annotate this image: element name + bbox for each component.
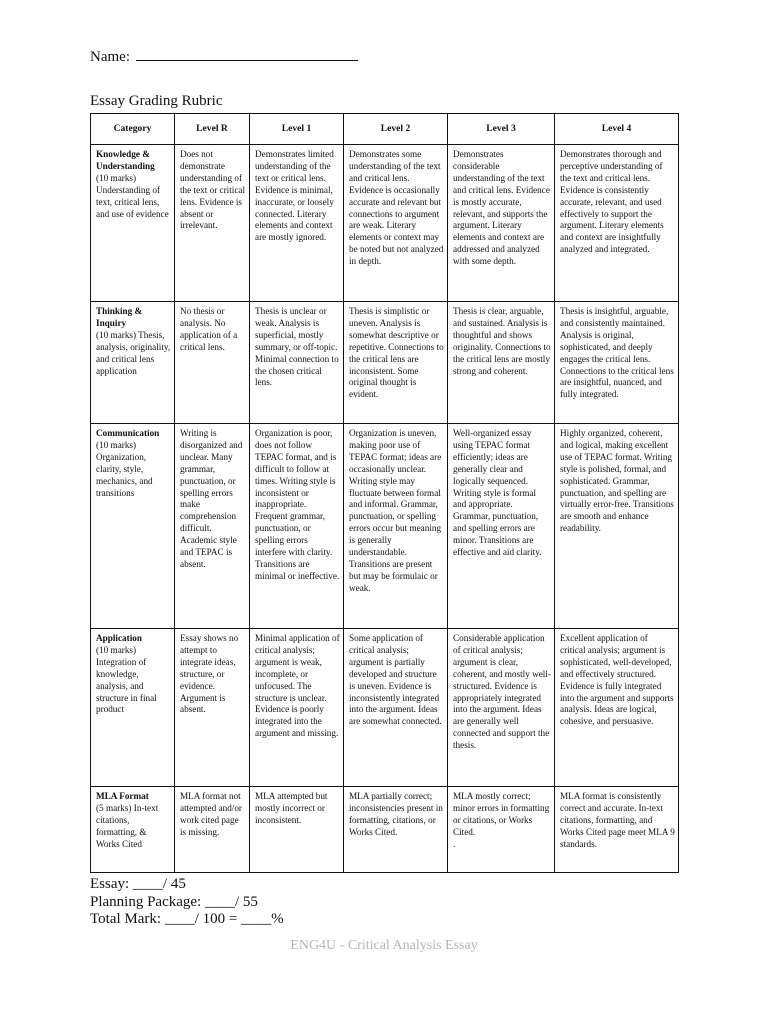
header-level-2: Level 2 <box>344 114 448 145</box>
category-cell <box>91 145 175 302</box>
category-name: MLA Format <box>96 791 149 801</box>
rubric-row-mla <box>91 787 679 873</box>
category-cell <box>91 302 175 424</box>
level-4-cell: Excellent application of critical analysis; argument is sophisticated, well-developed, and effectively structured. Evidence is fully integrated into the argument and supports analysis. Ideas are logical, cohesive, and persuasive. <box>555 629 679 787</box>
essay-total: Essay: ____/ 45 <box>90 876 186 892</box>
category-details: (5 marks) In-text citations, formatting, & Works Cited <box>96 802 159 849</box>
category-details: (10 marks) Thesis, analysis, originality, and critical lens application <box>96 329 171 376</box>
level-1-cell: Organization is poor, does not follow TEPAC format, and is difficult to follow at times. Writing style is inconsistent or inappropriate. Frequent grammar, punctuation, or spelling errors interfere with clarity. Transitions are minimal or ineffective. <box>250 424 344 629</box>
level-r-cell: Does not demonstrate understanding of the text or critical lens. Evidence is absent or irrelevant. <box>175 145 250 302</box>
rubric-row-communication <box>91 424 679 629</box>
rubric-row-application <box>91 629 679 787</box>
rubric-row-thinking <box>91 302 679 424</box>
category-details: (10 marks) Understanding of text, critical lens, and use of evidence <box>96 172 169 219</box>
category-cell <box>91 629 175 787</box>
rubric-title: Essay Grading Rubric <box>90 93 223 109</box>
category-details: (10 marks) Organization, clarity, style, mechanics, and transitions <box>96 439 153 498</box>
level-2-cell: MLA partially correct; inconsistencies present in formatting, citations, or Works Cited. <box>344 787 448 873</box>
name-field <box>90 46 358 66</box>
rubric-table <box>90 113 679 873</box>
level-4-cell: Demonstrates thorough and perceptive understanding of the text and critical lens. Evidence is consistently accurate, relevant, and used effectively to support the argument. Literary elements and context are insightfully analyzed and integrated. <box>555 145 679 302</box>
level-3-cell: Thesis is clear, arguable, and sustained. Analysis is thoughtful and shows originality. Connections to the critical lens are mostly strong and coherent. <box>448 302 555 424</box>
category-name: Application <box>96 633 142 643</box>
category-cell <box>91 787 175 873</box>
planning-total: Planning Package: ____/ 55 <box>90 893 258 910</box>
level-1-cell: MLA attempted but mostly incorrect or inconsistent. <box>250 787 344 873</box>
level-4-cell: MLA format is consistently correct and accurate. In-text citations, formatting, and Works Cited page meet MLA 9 standards. <box>555 787 679 873</box>
rubric-header-row <box>91 114 679 145</box>
level-r-cell: No thesis or analysis. No application of a critical lens. <box>175 302 250 424</box>
name-blank-line[interactable] <box>136 46 358 61</box>
level-r-cell: Essay shows no attempt to integrate ideas, structure, or evidence. Argument is absent. <box>175 629 250 787</box>
level-2-cell: Some application of critical analysis; argument is partially developed and structure is uneven. Evidence is inconsistently integrated into the argument. Ideas are somewhat connected. <box>344 629 448 787</box>
header-category: Category <box>91 114 175 145</box>
category-details: (10 marks) Integration of knowledge, analysis, and structure in final product <box>96 644 157 715</box>
totals-block <box>90 876 284 929</box>
level-3-cell: MLA mostly correct; minor errors in formatting or citations, or Works Cited. . <box>448 787 555 873</box>
rubric-row-knowledge <box>91 145 679 302</box>
category-name: Thinking & Inquiry <box>96 306 143 328</box>
level-2-cell: Demonstrates some understanding of the text and critical lens. Evidence is occasionally accurate and relevant but connections to argument are weak. Literary elements or context may be noted but not analyzed in depth. <box>344 145 448 302</box>
header-level-4: Level 4 <box>555 114 679 145</box>
level-r-cell: Writing is disorganized and unclear. Many grammar, punctuation, or spelling errors make comprehension difficult. Academic style and TEPAC is absent. <box>175 424 250 629</box>
level-r-cell: MLA format not attempted and/or work cited page is missing. <box>175 787 250 873</box>
level-3-cell: Well-organized essay using TEPAC format efficiently; ideas are generally clear and logically sequenced. Writing style is formal and appropriate. Grammar, punctuation, and spelling errors are minor. Transitions are effective and aid clarity. <box>448 424 555 629</box>
page-footer: ENG4U - Critical Analysis Essay <box>290 938 478 953</box>
level-1-cell: Thesis is unclear or weak. Analysis is superficial, mostly summary, or off-topic. Minimal connection to the chosen critical lens. <box>250 302 344 424</box>
category-name: Knowledge & Understanding <box>96 149 155 171</box>
level-2-cell: Thesis is simplistic or uneven. Analysis is somewhat descriptive or repetitive. Connections to the critical lens are inconsistent. Some original thought is evident. <box>344 302 448 424</box>
header-level-1: Level 1 <box>250 114 344 145</box>
level-3-cell: Considerable application of critical analysis; argument is clear, coherent, and mostly well-structured. Evidence is appropriately integrated into the argument. Ideas are generally well connected and support the thesis. <box>448 629 555 787</box>
category-cell <box>91 424 175 629</box>
name-label: Name: <box>90 49 130 65</box>
level-1-cell: Minimal application of critical analysis; argument is weak, incomplete, or unfocused. The structure is unclear. Evidence is poorly integrated into the argument and missing. <box>250 629 344 787</box>
level-4-cell: Highly organized, coherent, and logical, making excellent use of TEPAC format. Writing style is polished, formal, and sophisticated. Grammar, punctuation, and spelling are virtually error-free. Transitions are smooth and enhance readability. <box>555 424 679 629</box>
level-4-cell: Thesis is insightful, arguable, and consistently maintained. Analysis is original, sophisticated, and deeply engages the critical lens. Connections to the critical lens are insightful, nuanced, and fully integrated. <box>555 302 679 424</box>
level-1-cell: Demonstrates limited understanding of the text or critical lens. Evidence is minimal, inaccurate, or loosely connected. Literary elements and context are mostly ignored. <box>250 145 344 302</box>
total-mark: Total Mark: ____/ 100 = ____% <box>90 911 284 927</box>
header-level-r: Level R <box>175 114 250 145</box>
level-2-cell: Organization is uneven, making poor use of TEPAC format; ideas are occasionally unclear. Writing style may fluctuate between formal and informal. Grammar, punctuation, or spelling errors occur but meaning is generally understandable. Transitions are present but may be formulaic or weak. <box>344 424 448 629</box>
category-name: Communication <box>96 428 160 438</box>
header-level-3: Level 3 <box>448 114 555 145</box>
level-3-cell: Demonstrates considerable understanding of the text and critical lens. Evidence is mostly accurate, relevant, and supports the argument. Literary elements and context are addressed and analyzed with some depth. <box>448 145 555 302</box>
